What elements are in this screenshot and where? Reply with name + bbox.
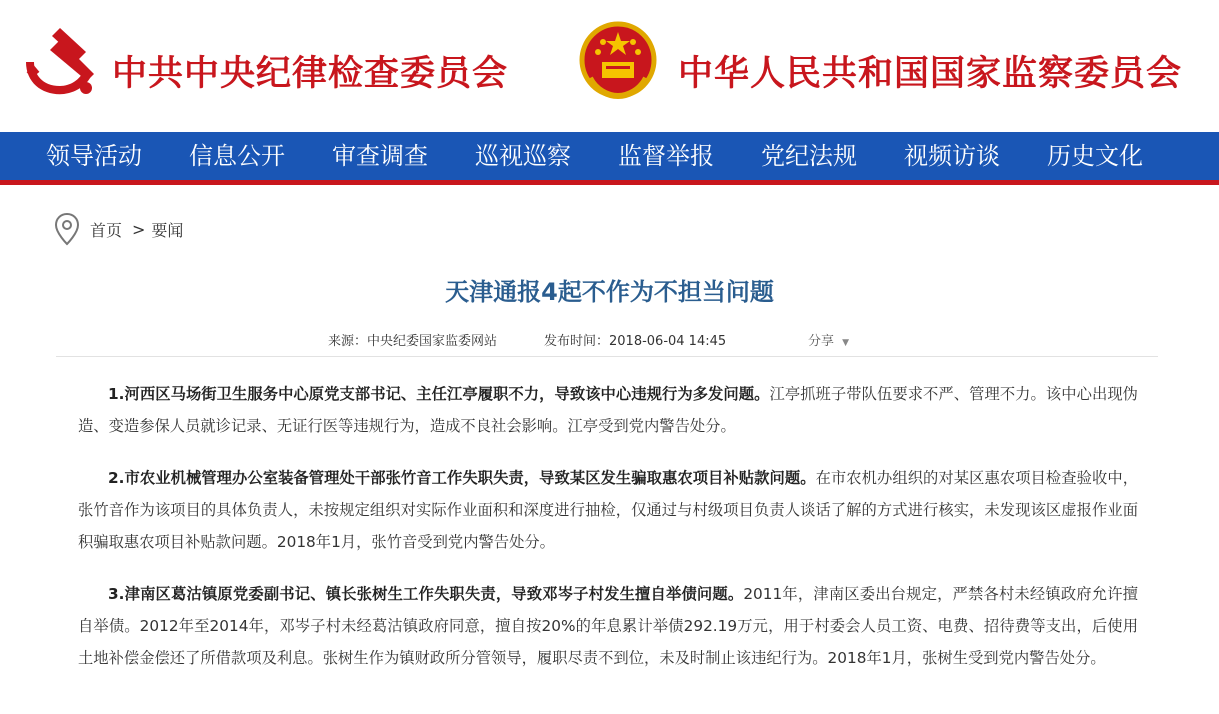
share-label: 分享 bbox=[808, 334, 835, 349]
breadcrumb-current[interactable]: 要闻 bbox=[151, 220, 184, 240]
article-publish-time: 发布时间：2018-06-04 14:45 bbox=[544, 334, 727, 349]
nav-item-info-disclosure[interactable]: 信息公开 bbox=[189, 142, 285, 170]
paragraph-3 bbox=[78, 578, 1138, 674]
paragraph-2-text: 在市农机办组织的对某区惠农项目检查验收中，张竹音作为该项目的具体负责人，未按规定组织对实际作业面积和深度进行抽检，仅通过与村级项目负责人谈话了解的方式进行核实，未发现该区虚报作业面积骗取惠农项目补贴款问题。2018年1月，张竹音受到党内警告处分。 bbox=[78, 469, 1138, 551]
breadcrumb-separator: > bbox=[132, 219, 146, 239]
breadcrumb bbox=[54, 212, 183, 246]
main-nav bbox=[0, 132, 1219, 185]
caret-down-icon: ▼ bbox=[842, 338, 850, 348]
nav-item-report[interactable]: 监督举报 bbox=[618, 142, 714, 170]
divider bbox=[56, 356, 1158, 357]
party-emblem-icon[interactable] bbox=[20, 22, 96, 98]
paragraph-1-text: 江亭抓班子带队伍要求不严、管理不力。该中心出现伪造、变造参保人员就诊记录、无证行医等违规行为，造成不良社会影响。江亭受到党内警告处分。 bbox=[78, 385, 1138, 435]
paragraph-3-heading: 3.津南区葛沽镇原党委副书记、镇长张树生工作失职失责，导致邓岑子村发生擅自举债问题。 bbox=[108, 585, 744, 603]
nav-item-regulations[interactable]: 党纪法规 bbox=[761, 142, 857, 170]
paragraph-2 bbox=[78, 462, 1138, 558]
article-title: 天津通报4起不作为不担当问题 bbox=[445, 278, 774, 306]
nav-item-history[interactable]: 历史文化 bbox=[1047, 142, 1143, 170]
paragraph-1 bbox=[78, 378, 1138, 442]
nav-item-video[interactable]: 视频访谈 bbox=[904, 142, 1000, 170]
nav-item-leadership[interactable]: 领导活动 bbox=[46, 142, 142, 170]
article-source: 来源：中央纪委国家监委网站 bbox=[328, 334, 498, 349]
paragraph-2-heading: 2.市农业机械管理办公室装备管理处干部张竹音工作失职失责，导致某区发生骗取惠农项目补贴款问题。 bbox=[108, 469, 816, 487]
national-emblem-icon[interactable] bbox=[578, 20, 658, 100]
paragraph-3-text: 2011年，津南区委出台规定，严禁各村未经镇政府允许擅自举债。2012年至2014年，邓岑子村未经葛沽镇政府同意，擅自按20%的年息累计举债292.19万元，用于村委会人员工资、电费、招待费等支出，后使用土地补偿金偿还了所借款项及利息。张树生作为镇财政所分管领导，履职尽责不到位，未及时制止该违纪行为。2018年1月，张树生受到党内警告处分。 bbox=[78, 585, 1138, 667]
cpc-commission-title[interactable]: 中共中央纪律检查委员会 bbox=[112, 53, 509, 94]
nav-item-inspection[interactable]: 巡视巡察 bbox=[475, 142, 571, 170]
national-commission-title[interactable]: 中华人民共和国国家监察委员会 bbox=[678, 53, 1183, 94]
location-pin-icon bbox=[54, 212, 80, 246]
share-button[interactable] bbox=[808, 330, 849, 349]
nav-item-investigation[interactable]: 审查调查 bbox=[332, 142, 428, 170]
breadcrumb-home[interactable]: 首页 bbox=[90, 220, 123, 240]
site-header bbox=[0, 0, 1219, 132]
article-body bbox=[78, 378, 1138, 694]
paragraph-1-heading: 1.河西区马场街卫生服务中心原党支部书记、主任江亭履职不力，导致该中心违规行为多发问题。 bbox=[108, 385, 770, 403]
